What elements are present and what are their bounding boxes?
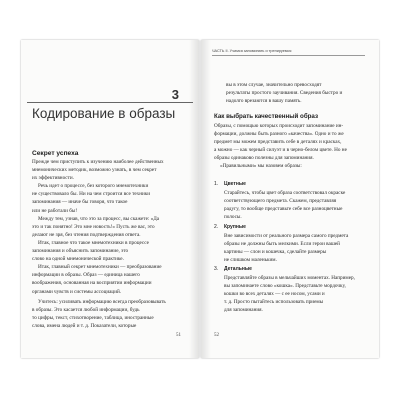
text-line: надолго врезаются в вашу память. [226,98,302,105]
left-page [21,40,199,358]
text-line: Учитесь: усиливать информацию всегда преобразовывать [38,298,166,305]
section-title: Как выбрать качественный образ [214,113,319,120]
text-line: Образы, с помощью которых происходит запоминание ин- [214,123,344,129]
text-line: Представляйте образы в мельчайших моментах. Например, [224,275,355,281]
text-line: кошки во всех деталях — с ее носом, усами и [224,291,325,298]
page-number: 51 [176,333,181,338]
text-line: слово на одной мнемонической практике. [32,256,124,263]
text-line: запоминания — иначе бы говоря, что такое [32,199,128,206]
chapter-rule [27,102,193,103]
paragraph [32,182,184,214]
paragraph [32,263,184,295]
text-line: Итак, главное что такое мнемотехники в процессе [38,239,149,246]
text-line: органами чувств и системы ассоциаций. [32,288,122,295]
section-body [214,122,371,171]
right-intro [226,81,371,105]
text-line: в образы. Это касается любой информации, будь [32,306,140,313]
item-title: Цветные [224,181,246,187]
item-title: Детальные [224,266,252,272]
running-head: ЧАСТЬ II. Учимся запоминать и тренируемся [212,49,292,53]
text-line: Между тем, узнав, что это за процесс, вы скажете: «Да [38,215,160,222]
text-line: воображения, основанная на восприятии информации [32,280,152,287]
right-gutter-shadow [201,40,211,358]
text-line: образы одинаково полезны для запоминания. [214,155,314,162]
text-line: результаты простого заучивания. Сведения быстро и [226,90,343,97]
text-line: предмет мы можем представить себе в деталях и красках, [214,139,342,146]
item-number: 3. [214,266,219,272]
text-line: Речь идет о процессе, без которого мнемотехники [38,183,149,190]
text-line: слова, имена людей и т. д. Показатели, которые [32,322,137,329]
text-line: информации в образы. Образ — единица нашего [32,272,140,279]
running-head-rule [212,55,365,56]
text-line: запоминания и объяснить запоминание, это [32,248,129,255]
item-body [224,274,372,314]
text-line: не слишком маленьким. [224,257,277,264]
text-line: это и так понятно! Это мне новость!» Пусть же вас, это [32,223,155,230]
paragraph [32,239,184,263]
right-page [201,40,379,358]
left-gutter-shadow [189,40,199,358]
paragraph [32,298,184,330]
paragraph [32,158,184,182]
text-line: делают не зря, без чтения подтверждения ответа. [32,231,141,238]
text-line: то цифры, текст, стихотворение, таблица, иностранные [32,314,154,321]
text-line: не существовало бы. Ни на чем строится все техники [32,191,151,198]
item-title: Крупные [224,224,246,230]
text-line: образы не должны быть мелкими. Если герои вашей [224,241,340,248]
chapter-title: Кодирование в образы [32,106,176,121]
text-line: или не работали бы! [32,207,78,214]
text-line: радугу, то вообще представьте себе все разноцветные [224,206,343,213]
text-line: а можно — как черный силуэт и в черно-белом цвете. Но не [214,147,347,154]
book-spread [21,40,379,358]
text-line: соответствующего предмета. Скажем, представляя [224,198,337,205]
section-title: Секрет успеха [32,150,79,157]
text-line: картины — слон и кошечка, сделайте размеры [224,249,327,256]
text-line: полосы. [224,214,242,221]
text-line: вы запоминаете слово «кошка». Представьте мордочку, [224,283,346,290]
text-line: Прежде чем приступить к изучению наиболее действенных [32,159,164,165]
text-line: формации, должны быть разного «качества». Одно и то же [214,131,344,138]
text-line: т. д. Просто пытайтесь использовать приемы [224,299,324,306]
rules-intro: «Правильными» мы назовем образы: [220,163,302,170]
item-number: 2. [214,224,219,230]
chapter-number: 3 [171,87,179,102]
page-number: 52 [214,333,219,338]
item-number: 1. [214,181,219,187]
text-line: их эффективности. [32,175,74,182]
text-line: Старайтесь, чтобы цвет образа соответствовал окраске [224,190,346,196]
text-line: мнемонических методик, возможно узнать, в чем секрет [32,167,157,174]
text-line: Вне зависимости от реального размера самого предмета [224,233,349,239]
item-body [224,232,372,264]
paragraph [32,215,184,239]
text-line: Итак, главный секрет мнемотехники — преобразование [38,264,162,271]
text-line: для запоминания. [224,307,263,314]
text-line: вы в этом случае, значительно превосходят [226,82,322,88]
item-body [224,189,372,221]
left-body [32,158,184,330]
